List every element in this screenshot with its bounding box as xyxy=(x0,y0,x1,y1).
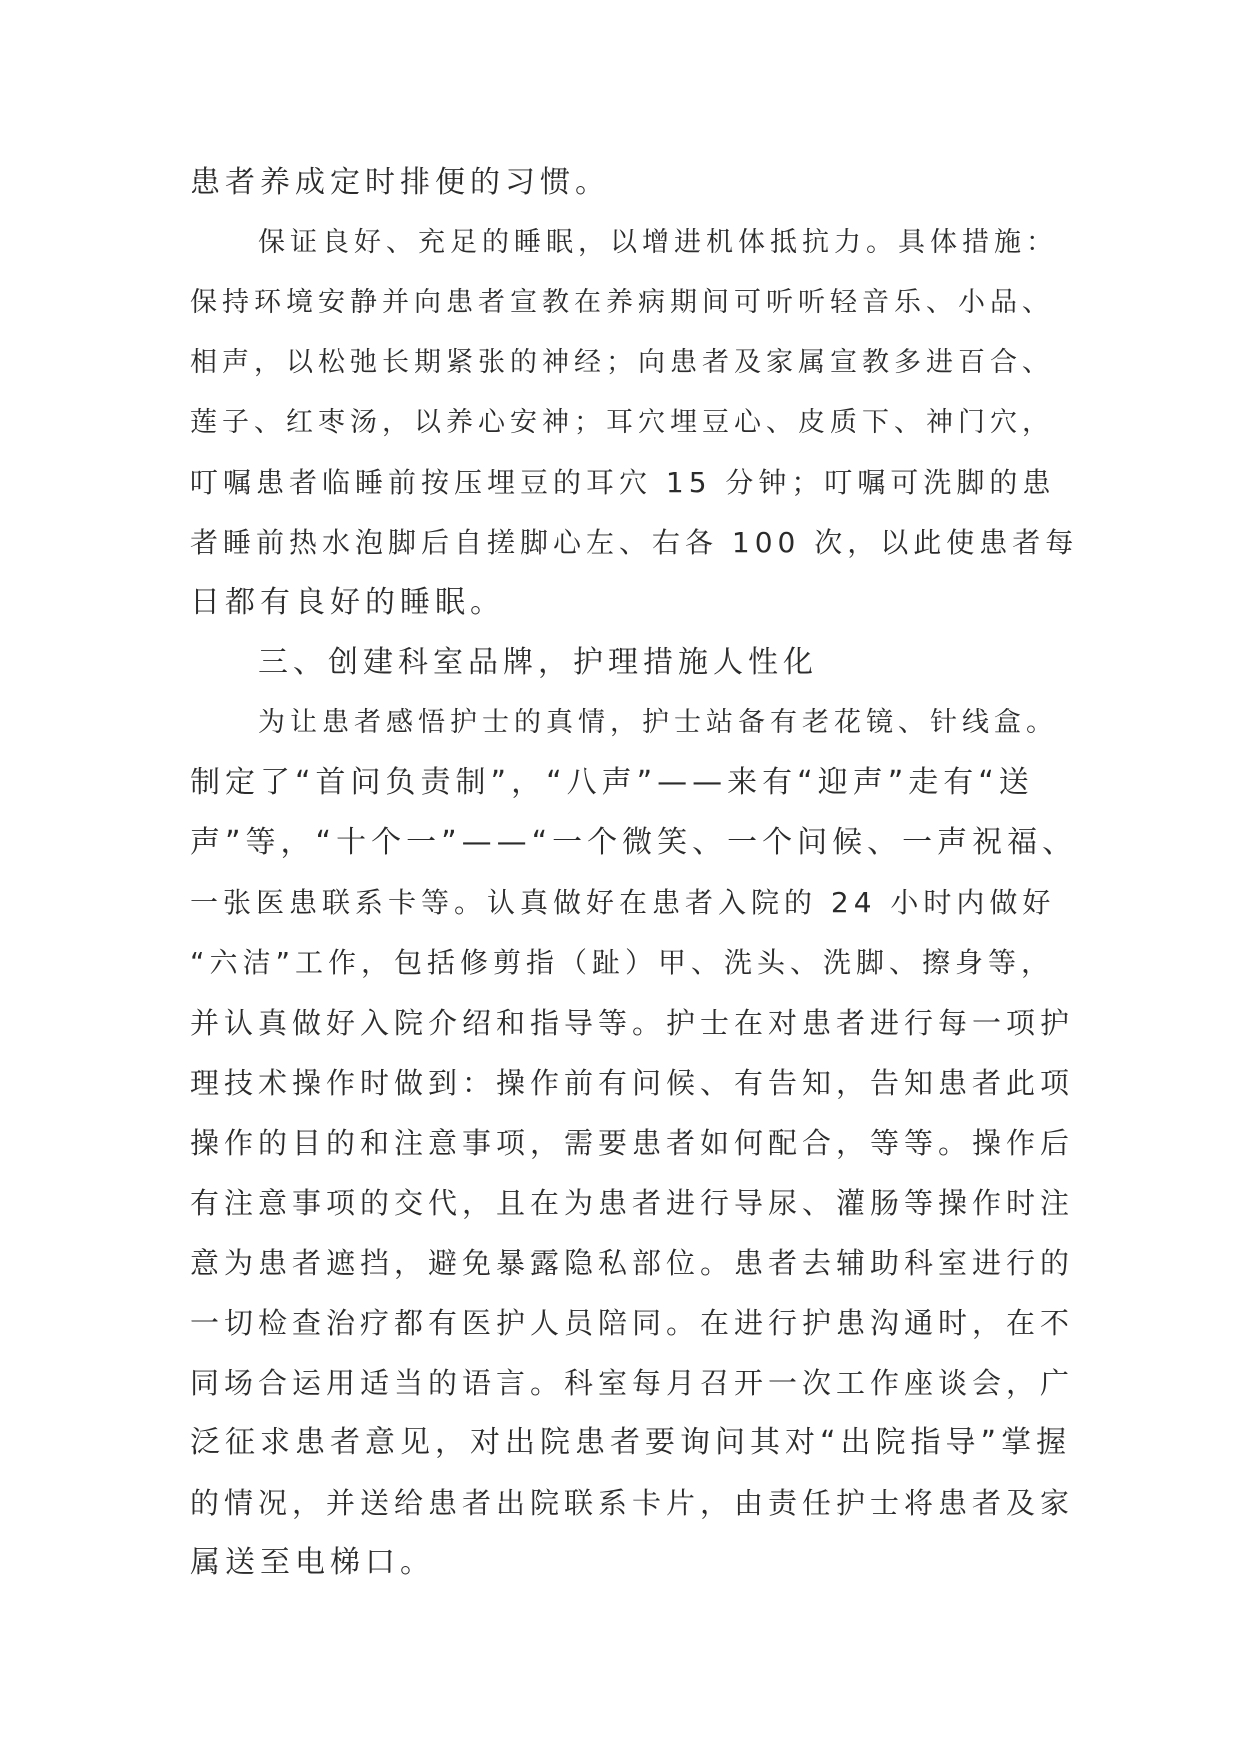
text-line: 泛征求患者意见，对出院患者要询问其对“出院指导”掌握 xyxy=(190,1425,1072,1460)
paragraph-first-line: 保证良好、充足的睡眠，以增进机体抵抗力。具体措施： xyxy=(258,227,1058,258)
text-line: 叮嘱患者临睡前按压埋豆的耳穴 15 分钟；叮嘱可洗脚的患 xyxy=(190,466,1056,499)
text-line: 制定了“首问负责制”，“八声”——来有“迎声”走有“送 xyxy=(190,765,1034,800)
text-line: 患者养成定时排便的习惯。 xyxy=(190,165,610,200)
text-line: 并认真做好入院介绍和指导等。护士在对患者进行每一项护 xyxy=(190,1006,1075,1040)
text-line: 意为患者遮挡，避免暴露隐私部位。患者去辅助科室进行的 xyxy=(190,1246,1075,1280)
paragraph-first-line: 为让患者感悟护士的真情，护士站备有老花镜、针线盒。 xyxy=(258,707,1058,738)
text-line: 相声，以松弛长期紧张的神经；向患者及家属宣教多进百合、 xyxy=(190,347,1054,378)
text-line: 声”等，“十个一”——“一个微笑、一个问候、一声祝福、 xyxy=(190,825,1078,860)
text-line: 一切检查治疗都有医护人员陪同。在进行护患沟通时，在不 xyxy=(190,1306,1075,1340)
text-line: 日都有良好的睡眠。 xyxy=(190,585,505,620)
text-line: 莲子、红枣汤，以养心安神；耳穴埋豆心、皮质下、神门穴， xyxy=(190,407,1054,438)
text-line: 属送至电梯口。 xyxy=(190,1545,435,1580)
text-line: 同场合运用适当的语言。科室每月召开一次工作座谈会，广 xyxy=(190,1366,1075,1400)
text-line: “六洁”工作，包括修剪指（趾）甲、洗头、洗脚、擦身等， xyxy=(190,946,1055,979)
text-line: 理技术操作时做到：操作前有问候、有告知，告知患者此项 xyxy=(190,1066,1075,1100)
text-line: 者睡前热水泡脚后自搓脚心左、右各 100 次，以此使患者每 xyxy=(190,526,1079,559)
text-line: 操作的目的和注意事项，需要患者如何配合，等等。操作后 xyxy=(190,1126,1075,1160)
text-line: 一张医患联系卡等。认真做好在患者入院的 24 小时内做好 xyxy=(190,886,1056,919)
text-line: 的情况，并送给患者出院联系卡片，由责任护士将患者及家 xyxy=(190,1486,1075,1520)
text-line: 有注意事项的交代，且在为患者进行导尿、灌肠等操作时注 xyxy=(190,1186,1075,1220)
text-line: 保持环境安静并向患者宣教在养病期间可听听轻音乐、小品、 xyxy=(190,287,1054,318)
section-heading: 三、创建科室品牌，护理措施人性化 xyxy=(258,645,818,680)
